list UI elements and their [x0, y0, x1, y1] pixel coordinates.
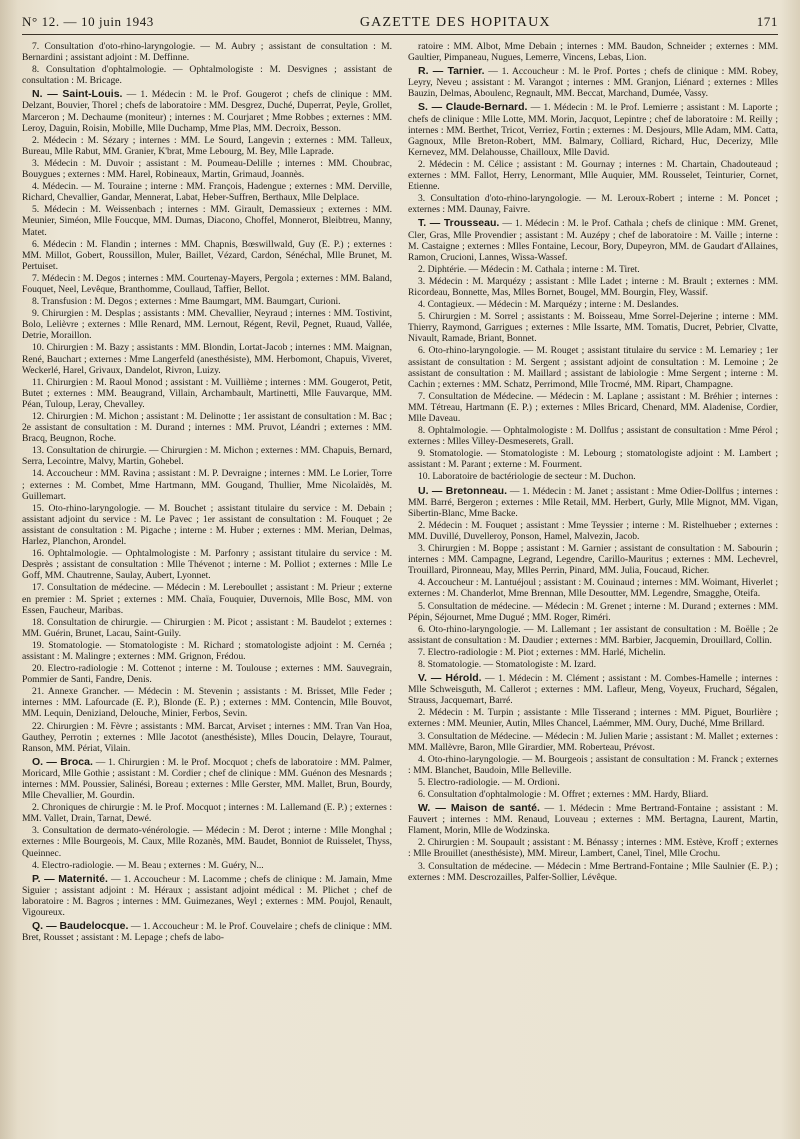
entry-paragraph	[408, 731, 778, 753]
entry-paragraph	[22, 308, 392, 341]
entry-paragraph	[408, 471, 778, 482]
left-column	[22, 41, 392, 944]
entry-text: 9. Chirurgien : M. Desplas ; assistants : MM. Chevallier, Neyraud ; internes : MM. Tostivint, Bolo, Lelièvre ; externes : Mlle Renard, MM. Lernout, Régent, Revil, Pegnet, Ruaud, Vallée, Detrie, Moraillon.	[22, 308, 392, 342]
entry-text: — 1. Chirurgien : M. le Prof. Mocquot ; chefs de laboratoire : MM. Palmer, Moricard, Mlle Gothie ; assistant : M. Cordier ; chef de clinique : MM. Guénon des Mesnards ; internes : MM. Poussier, Salinési, Boreau ; externes : Mlle Gerster, MM. Mallet, Brun, Bourdy, Mlle Chevallier, M. Gourdin.	[22, 756, 392, 802]
entry-text: 2. Médecin : M. Fouquet ; assistant : Mme Teyssier ; interne : M. Ristelhueber ; externes : MM. Duvillé, Duvelleroy, Ponson, Hamel, Malvezin, Jacob.	[408, 519, 778, 542]
entry-paragraph	[22, 721, 392, 754]
entry-paragraph	[408, 520, 778, 542]
entry-paragraph	[408, 707, 778, 729]
journal-title: GAZETTE DES HOPITAUX	[359, 15, 551, 30]
entry-text: 4. Accoucheur : M. Lantuéjoul ; assistant : M. Couinaud ; internes : MM. Woimant, Hiverlet ; externes : M. Chanderlot, Mme Brennan, Mlle Desoutter, MM. Legendre, Smagghe, Oteifa.	[408, 577, 778, 600]
entry-text: 6. Oto-rhino-laryngologie. — M. Lallemant ; 1er assistant de consultation : M. Boëlle ; 2e assistant de consultation : M. Daudier ; externes : MM. Barbier, Jacquemin, Drouillard, Collin.	[408, 623, 778, 646]
entry-text: 3. Médecin : M. Marquézy ; assistant : Mlle Ladet ; interne : M. Brault ; externes : MM. Ricordeau, Bonnette, Mas, Mlles Bornet, Bougel, MM. Bourgin, Fley, Wassif.	[408, 275, 778, 298]
entry-text: — 1. Accoucheur : M. le Prof. Portes ; chefs de clinique : MM. Robey, Leyry, Neveu ; assistant : M. Varangot ; internes : MM. Granjon, Liénard ; externes : Mlles Bauzin, Delmas, Aboulenc, Regnault, MM. Beccat, Marchand, Dumée, Vassy.	[408, 66, 778, 100]
entry-paragraph	[22, 582, 392, 615]
section-paragraph	[408, 803, 778, 836]
entry-text: 6. Médecin : M. Flandin ; internes : MM. Chapnis, Bœswillwald, Guy (E. P.) ; externes : MM. Millot, Gobert, Roussillon, Muler, Baillet, Vézard, Cardon, Sénéchal, Mlle Brunet, M. Pertuiset.	[22, 238, 392, 272]
entry-text: 3. Consultation de Médecine. — Médecin : M. Julien Marie ; assistant : M. Mallet ; externes : MM. Mallèvre, Baron, Mlle Girardier, MM. Roberteau, Prévost.	[408, 730, 778, 753]
entry-text: 3. Chirurgien : M. Boppe ; assistant : M. Garnier ; assistant de consultation : M. Sabourin ; internes : MM. Campagne, Legrand, Legendre, Carillo-Mauritus ; externes : MM. Lechevrel, Trouillard, Pironneau, May, Mlles Perrin, Pinard, MM. Julia, Foucaud, Richer.	[408, 543, 778, 577]
entry-paragraph	[22, 445, 392, 467]
entry-text: — 1. Médecin : M. Janet ; assistant : Mme Odier-Dollfus ; internes : MM. Barré, Bergeron ; externes : Mlle Retail, MM. Herbert, Gurly, Mlle Mignot, MM. Vigan, Sibertin-Blanc, Mme Backe.	[408, 485, 778, 519]
page-header	[22, 14, 778, 35]
entry-paragraph	[408, 41, 778, 63]
entry-paragraph	[22, 640, 392, 662]
entry-text: 6. Consultation d'ophtalmologie : M. Offret ; externes : MM. Hardy, Bliard.	[418, 789, 709, 800]
entry-paragraph	[22, 296, 392, 307]
section-paragraph	[408, 486, 778, 519]
entry-text: 7. Médecin : M. Degos ; internes : MM. Courtenay-Mayers, Pergola ; externes : MM. Baland, Fouquet, Neel, Levêque, Branthomme, Coullaud, Taffier, Bellot.	[22, 272, 392, 295]
issue-number: N° 12. — 10 juin 1943	[22, 14, 154, 29]
entry-paragraph	[22, 663, 392, 685]
entry-paragraph	[22, 503, 392, 547]
hospital-heading: U. — Bretonneau.	[418, 484, 507, 497]
entry-paragraph	[22, 342, 392, 375]
entry-text: — 1. Médecin : M. le Prof. Cathala ; chefs de clinique : MM. Grenet, Cler, Gras, Mlle Provendier ; assistant : M. Auzépy ; chef de laboratoire : M. Vaille ; interne : M. Castaigne ; externes : Mlles Fontaine, Lecour, Bory, Dupeyron, MM. de Gaudart d'Allaines, Ramon, Crucioni, Lannes, Wissa-Wassef.	[408, 218, 778, 263]
entry-paragraph	[408, 391, 778, 424]
entry-paragraph	[22, 825, 392, 858]
entry-paragraph	[408, 276, 778, 298]
entry-text: 4. Contagieux. — Médecin : M. Marquézy ; interne : M. Deslandes.	[418, 299, 679, 311]
entry-paragraph	[22, 64, 392, 86]
entry-text: — 1. Médecin : M. le Prof. Gougerot ; chefs de clinique : MM. Delzant, Bouvier, Thorel ; chefs de laboratoire : MM. Desgrez, Duché, Duperrat, Peyle, Grollet, Marceron ; M. Dechaume (moniteur) ; internes : M. Courjaret ; Mme Robbes ; externes : MM. Leroy, Daguin, Roisin, Mobille, Mlle Duchamp, Mme Plas, MM. Decroix, Besson.	[22, 89, 392, 134]
entry-paragraph	[408, 577, 778, 599]
entry-text: 11. Chirurgien : M. Raoul Monod ; assistant : M. Vuillième ; internes : MM. Gougerot, Petit, Butet ; externes : MM. Beaugrand, Villain, Archambault, Martinetti, Mlle Fauvarque, MM. Péan, Tuloup, Leray, Chevalley.	[22, 376, 392, 410]
entry-paragraph	[22, 468, 392, 501]
entry-text: 5. Electro-radiologie. — M. Ordioni.	[418, 776, 560, 788]
entry-text: 3. Consultation d'oto-rhino-laryngologie. — M. Leroux-Robert ; interne : M. Poncet ; externes : MM. Daunay, Faivre.	[408, 193, 778, 216]
entry-text: — 1. Médecin : M. le Prof. Lemierre ; assistant : M. Laporte ; chefs de clinique : Mlle Lotte, MM. Morin, Jacquot, Lepintre ; chef de laboratoire : M. Reilly ; internes : MM. Berthet, Tricot, Verriez, Fortin ; externes : M. Desjours, Mlle Adam, MM. Catta, Gagnoux, Mlle Breton-Robert, MM. Balmary, Colliard, Richard, Huc, Decerizy, Mlle Kernevez, MM. Delahousse, Chailloux, Mlle David.	[408, 102, 778, 158]
entry-paragraph	[408, 624, 778, 646]
entry-text: 3. Médecin : M. Duvoir ; assistant : M. Poumeau-Delille ; internes : MM. Choubrac, Bouygues ; externes : MM. Harel, Robineaux, Martin, Grimaud, Joannès.	[22, 157, 392, 181]
entry-text: 17. Consultation de médecine. — Médecin : M. Lereboullet ; assistant : M. Prieur ; externe en premier : M. Spriet ; externes : MM. Chaïa, Fouquier, Duvernois, Mlle Bosc, MM. von Essen, Faucheur, Maribas.	[22, 582, 392, 616]
entry-paragraph	[22, 411, 392, 444]
entry-paragraph	[22, 860, 392, 871]
entry-text: 15. Oto-rhino-laryngologie. — M. Bouchet ; assistant titulaire du service : M. Debain ; assistant adjoint du service : M. Le Pavec ; 1er assistant de consultation : M. Fouquet ; 2e assistant de consultation : M. Pigache ; interne : M. Huber ; externes : MM. Merian, Delmas, Harlez, Planchon, Arondel.	[22, 502, 392, 548]
entry-paragraph	[408, 193, 778, 215]
entry-text: 2. Médecin : M. Sézary ; internes : MM. Le Sourd, Langevin ; externes : MM. Talleux, Bureau, Mlle Rabut, MM. Granier, K'brat, Mme Lebourg, M. Bey, Mlle Laprade.	[22, 134, 392, 157]
entry-text: 8. Ophtalmologie. — Ophtalmologiste : M. Dollfus ; assistant de consultation : Mme Pérol ; externes : Mlles Villey-Desmeserets, Grall.	[408, 425, 778, 448]
section-paragraph	[408, 673, 778, 706]
entry-paragraph	[22, 686, 392, 719]
entry-text: 21. Annexe Grancher. — Médecin : M. Stevenin ; assistants : M. Brisset, Mlle Feder ; internes : MM. Lafourcade (E. P.), Blonde (E. P.) ; externes : MM. Contencin, Mlle Bouvot, MM. Lequin, Deniziand, Delouche, Minier, Ferbos, Sevin.	[22, 686, 392, 720]
entry-text: 8. Transfusion : M. Degos ; externes : Mme Baumgart, MM. Baumgart, Curioni.	[32, 296, 341, 308]
entry-text: 20. Electro-radiologie : M. Cottenot ; interne : M. Toulouse ; externes : MM. Sauvegrain, Pommier de Santi, Fandre, Denis.	[22, 663, 392, 686]
hospital-heading: T. — Trousseau.	[418, 217, 500, 230]
entry-paragraph	[22, 802, 392, 824]
entry-text: 2. Chroniques de chirurgie : M. le Prof. Mocquot ; internes : M. Lallemand (E. P.) ; externes : MM. Vallet, Drain, Tarnat, Dewé.	[22, 802, 392, 825]
hospital-heading: N. — Saint-Louis.	[32, 88, 123, 101]
entry-paragraph	[408, 659, 778, 670]
hospital-heading: Q. — Baudelocque.	[32, 920, 129, 933]
entry-text: 10. Laboratoire de bactériologie de secteur : M. Duchon.	[418, 471, 636, 483]
entry-paragraph	[22, 181, 392, 203]
entry-paragraph	[408, 647, 778, 658]
entry-text: 22. Chirurgien : M. Fèvre ; assistants : MM. Barcat, Arviset ; internes : MM. Tran Van Hoa, Gauthey, Perrotin ; externes : Mlle Jacotot (anesthésiste), Mlles Doucin, Delayre, Touraut, Ranson, MM. Périat, Vilain.	[22, 720, 392, 754]
entry-text: 2. Chirurgien : M. Soupault ; assistant : M. Bénassy ; internes : MM. Estève, Kroff ; externes : Mlle Brouillet (anesthésiste), MM. Mireur, Lambert, Canel, Tinel, Mlle Crochu.	[408, 837, 778, 860]
entry-text: 8. Consultation d'ophtalmologie. — Ophtalmologiste : M. Desvignes ; assistant de consultation : M. Bricage.	[22, 64, 392, 87]
entry-paragraph	[22, 135, 392, 157]
entry-text: 5. Chirurgien : M. Sorrel ; assistants : M. Boisseau, Mme Sorrel-Dejerine ; interne : MM. Thierry, Raymond, Garrigues ; externes : Mlle Issarte, MM. Tomatis, Ducret, Pebrier, Clvatte, Nivault, Ramade, Briant, Bonnet.	[408, 311, 778, 345]
entry-paragraph	[408, 448, 778, 470]
entry-text: 4. Oto-rhino-laryngologie. — M. Bourgeois ; assistant de consultation : M. Franck ; externes : MM. Blanchet, Baudoin, Mlle Belleville.	[408, 753, 778, 776]
hospital-heading: W. — Maison de santé.	[418, 802, 540, 815]
entry-text: 13. Consultation de chirurgie. — Chirurgien : M. Michon ; externes : MM. Chapuis, Bernard, Serra, Lecointre, Malvy, Martin, Gohebel.	[22, 445, 392, 468]
entry-paragraph	[408, 837, 778, 859]
entry-text: 14. Accoucheur : MM. Ravina ; assistant : M. P. Devraigne ; internes : MM. Le Lorier, Torre ; externes : M. Combet, Mme Hartmann, MM. Gougand, Thullier, Mme Nicolaïdès, M. Guillemart.	[22, 468, 392, 502]
hospital-heading: P. — Maternité.	[32, 872, 108, 885]
hospital-heading: O. — Broca.	[32, 755, 93, 768]
entry-text: 6. Oto-rhino-laryngologie. — M. Rouget ; assistant titulaire du service : M. Lemariey ; 1er assistant de consultation : M. Sergent ; assistant adjoint de consultation : M. Lemoine ; 2e assistant de consultation : M. Maillard ; assistant de labiologie : Mme Sergent ; interne : M. Cachin ; externes : MM. Schatz, Perrimond, Mlle Trocmé, MM. Ripart, Champagne.	[408, 345, 778, 390]
entry-paragraph	[408, 754, 778, 776]
entry-paragraph	[408, 601, 778, 623]
entry-text: ratoire : MM. Albot, Mme Debain ; internes : MM. Baudon, Schneider ; externes : MM. Gaultier, Pimpaneau, Nugues, Lemerre, Vincens, Lebas, Lion.	[408, 41, 778, 64]
entry-text: 12. Chirurgien : M. Michon ; assistant : M. Delinotte ; 1er assistant de consultation : M. Bac ; 2e assistant de consultation : M. Durand ; internes : MM. Pruvot, Léandri ; externes : MM. Bracq, Beugnon, Roche.	[22, 411, 392, 445]
entry-text: 3. Consultation de dermato-vénérologie. — Médecin : M. Derot ; interne : Mlle Monghal ; externes : Mlle Bourgeois, M. Caux, Mlle Rozanès, MM. Baudet, Bonniot de Ruisselet, Thyss, Queinnec.	[22, 825, 392, 859]
section-paragraph	[22, 757, 392, 801]
entry-text: 18. Consultation de chirurgie. — Chirurgien : M. Picot ; assistant : M. Baudelot ; externes : MM. Guérin, Brunet, Lacau, Saint-Guily.	[22, 616, 392, 639]
entry-paragraph	[408, 311, 778, 344]
text-columns	[22, 41, 778, 944]
entry-paragraph	[408, 299, 778, 310]
entry-text: 8. Stomatologie. — Stomatologiste : M. Izard.	[418, 658, 596, 670]
entry-paragraph	[408, 425, 778, 447]
entry-text: — 1. Médecin : M. Clément ; assistant : M. Combes-Hamelle ; internes : Mlle Schweisguth, M. Callerot ; externes : MM. Lafleur, Meng, Voyeux, Fruchard, Ségalen, Strauss, Jacquemart, Barré.	[408, 673, 778, 707]
entry-paragraph	[22, 204, 392, 237]
hospital-heading: V. — Hérold.	[418, 672, 482, 685]
entry-paragraph	[408, 789, 778, 800]
entry-text: — 1. Accoucheur : M. le Prof. Couvelaire ; chefs de clinique : MM. Bret, Rousset ; assistant : M. Lepage ; chefs de labo-	[22, 921, 393, 944]
entry-paragraph	[22, 158, 392, 180]
entry-text: 3. Consultation de médecine. — Médecin : Mme Bertrand-Fontaine ; Mlle Saulnier (E. P.) ; externes : MM. Descrozailles, Palfer-Sollier, Lévêque.	[408, 860, 778, 883]
entry-paragraph	[22, 41, 392, 63]
entry-paragraph	[408, 345, 778, 389]
right-column	[408, 41, 778, 944]
entry-paragraph	[408, 543, 778, 576]
entry-text: 2. Médecin : M. Turpin ; assistante : Mlle Tisserand ; internes : MM. Piguet, Bourlière ; externes : MM. Meunier, Autin, Mlles Chancel, Laémmer, MM. Oury, Duché, Mme Brillard.	[408, 707, 778, 730]
section-paragraph	[408, 66, 778, 99]
entry-text: 7. Consultation d'oto-rhino-laryngologie. — M. Aubry ; assistant de consultation : M. Bernardini ; assistant adjoint : M. Deffinne.	[22, 41, 392, 64]
section-paragraph	[22, 89, 392, 133]
entry-paragraph	[408, 159, 778, 192]
entry-paragraph	[408, 264, 778, 275]
entry-text: 5. Médecin : M. Weissenbach ; internes : MM. Girault, Demassieux ; externes : MM. Meunier, Siméon, Mlle Foucque, MM. Dumas, Diacono, Choffel, Monnerot, Bleibtreu, Manny, Matet.	[22, 204, 392, 238]
entry-text: 2. Diphtérie. — Médecin : M. Cathala ; interne : M. Tiret.	[418, 263, 640, 275]
entry-paragraph	[408, 861, 778, 883]
page-number: 171	[756, 14, 778, 29]
section-paragraph	[408, 218, 778, 262]
entry-paragraph	[22, 617, 392, 639]
entry-paragraph	[22, 377, 392, 410]
entry-text: 5. Consultation de médecine. — Médecin : M. Grenet ; interne : M. Durand ; externes : MM. Pépin, Séjournet, Mme Dugué ; MM. Roger, Riméri.	[408, 600, 778, 623]
entry-paragraph	[22, 273, 392, 295]
entry-text: 7. Electro-radiologie : M. Piot ; externes : MM. Harlé, Michelin.	[418, 646, 666, 658]
hospital-heading: S. — Claude-Bernard.	[418, 101, 528, 114]
entry-text: 7. Consultation de Médecine. — Médecin : M. Laplane ; assistant : M. Bréhier ; internes : MM. Tétreau, Hartmann (E. P.) ; externes : Mlles Bricard, Chenard, MM. Aladenise, Cordier, Mlle Daveau.	[408, 390, 778, 424]
entry-text: 10. Chirurgien : M. Bazy ; assistants : MM. Blondin, Lortat-Jacob ; internes : MM. Maignan, René, Bauchart ; externes : Mme Langerfeld (anesthésiste), MM. Herbomont, Chapuis, Viveret, Weckerlé, Harel, Grivaux, Dandelot, Rivron, Luizy.	[22, 342, 392, 376]
entry-text: 2. Médecin : M. Célice ; assistant : M. Gournay ; internes : M. Chartain, Chadouteaud ; externes : MM. Fallot, Herry, Lenormant, Mlle Auquier, MM. Rousselet, Teinturier, Cornet, Etienne.	[408, 158, 778, 193]
entry-text: — 1. Accoucheur : M. Lacomme ; chefs de clinique : M. Jamain, Mme Siguier ; assistant adjoint : M. Héraux ; assistant adjoint médical : M. Plichet ; chef de laboratoire : M. Bagros ; internes : MM. Guimezanes, Weyl ; externes : MM. Poujol, Renault, Vigoureux.	[22, 873, 392, 919]
entry-text: 4. Electro-radiologie. — M. Beau ; externes : M. Guéry, N...	[32, 859, 264, 871]
entry-text: 4. Médecin. — M. Touraine ; interne : MM. François, Hadengue ; externes : MM. Derville, Richard, Chevallier, Gandar, Mennerat, Labat, Heber-Suffren, Berthaux, Mlle Delplace.	[22, 181, 392, 204]
entry-text: — 1. Médecin : Mme Bertrand-Fontaine ; assistant : M. Fauvert ; internes : MM. Renaud, Louveau ; externes : MM. Bertagna, Laurent, Martin, Flament, Morin, Mlle de Wodzinska.	[408, 803, 778, 837]
hospital-heading: R. — Tarnier.	[418, 65, 485, 78]
section-paragraph	[22, 874, 392, 918]
entry-text: 9. Stomatologie. — Stomatologiste : M. Lebourg ; stomatologiste adjoint : M. Lambert ; assistant : M. Parant ; externe : M. Fourment.	[408, 448, 778, 471]
section-paragraph	[408, 102, 778, 157]
entry-text: 16. Ophtalmologie. — Ophtalmologiste : M. Parfonry ; assistant titulaire du service : M. Desprès ; assistant de consultation : Mlle Thévenot ; interne : M. Polliot ; externes : Mlle Le Goff, MM. Chautrenne, Saulay, Aubert, Lyonnet.	[22, 548, 392, 582]
entry-paragraph	[22, 548, 392, 581]
entry-paragraph	[408, 777, 778, 788]
entry-text: 19. Stomatologie. — Stomatologiste : M. Richard ; stomatologiste adjoint : M. Cernéa ; assistant : M. Malingre ; externes : MM. Grignon, Frédou.	[22, 639, 392, 662]
entry-paragraph	[22, 239, 392, 272]
section-paragraph	[22, 921, 392, 943]
